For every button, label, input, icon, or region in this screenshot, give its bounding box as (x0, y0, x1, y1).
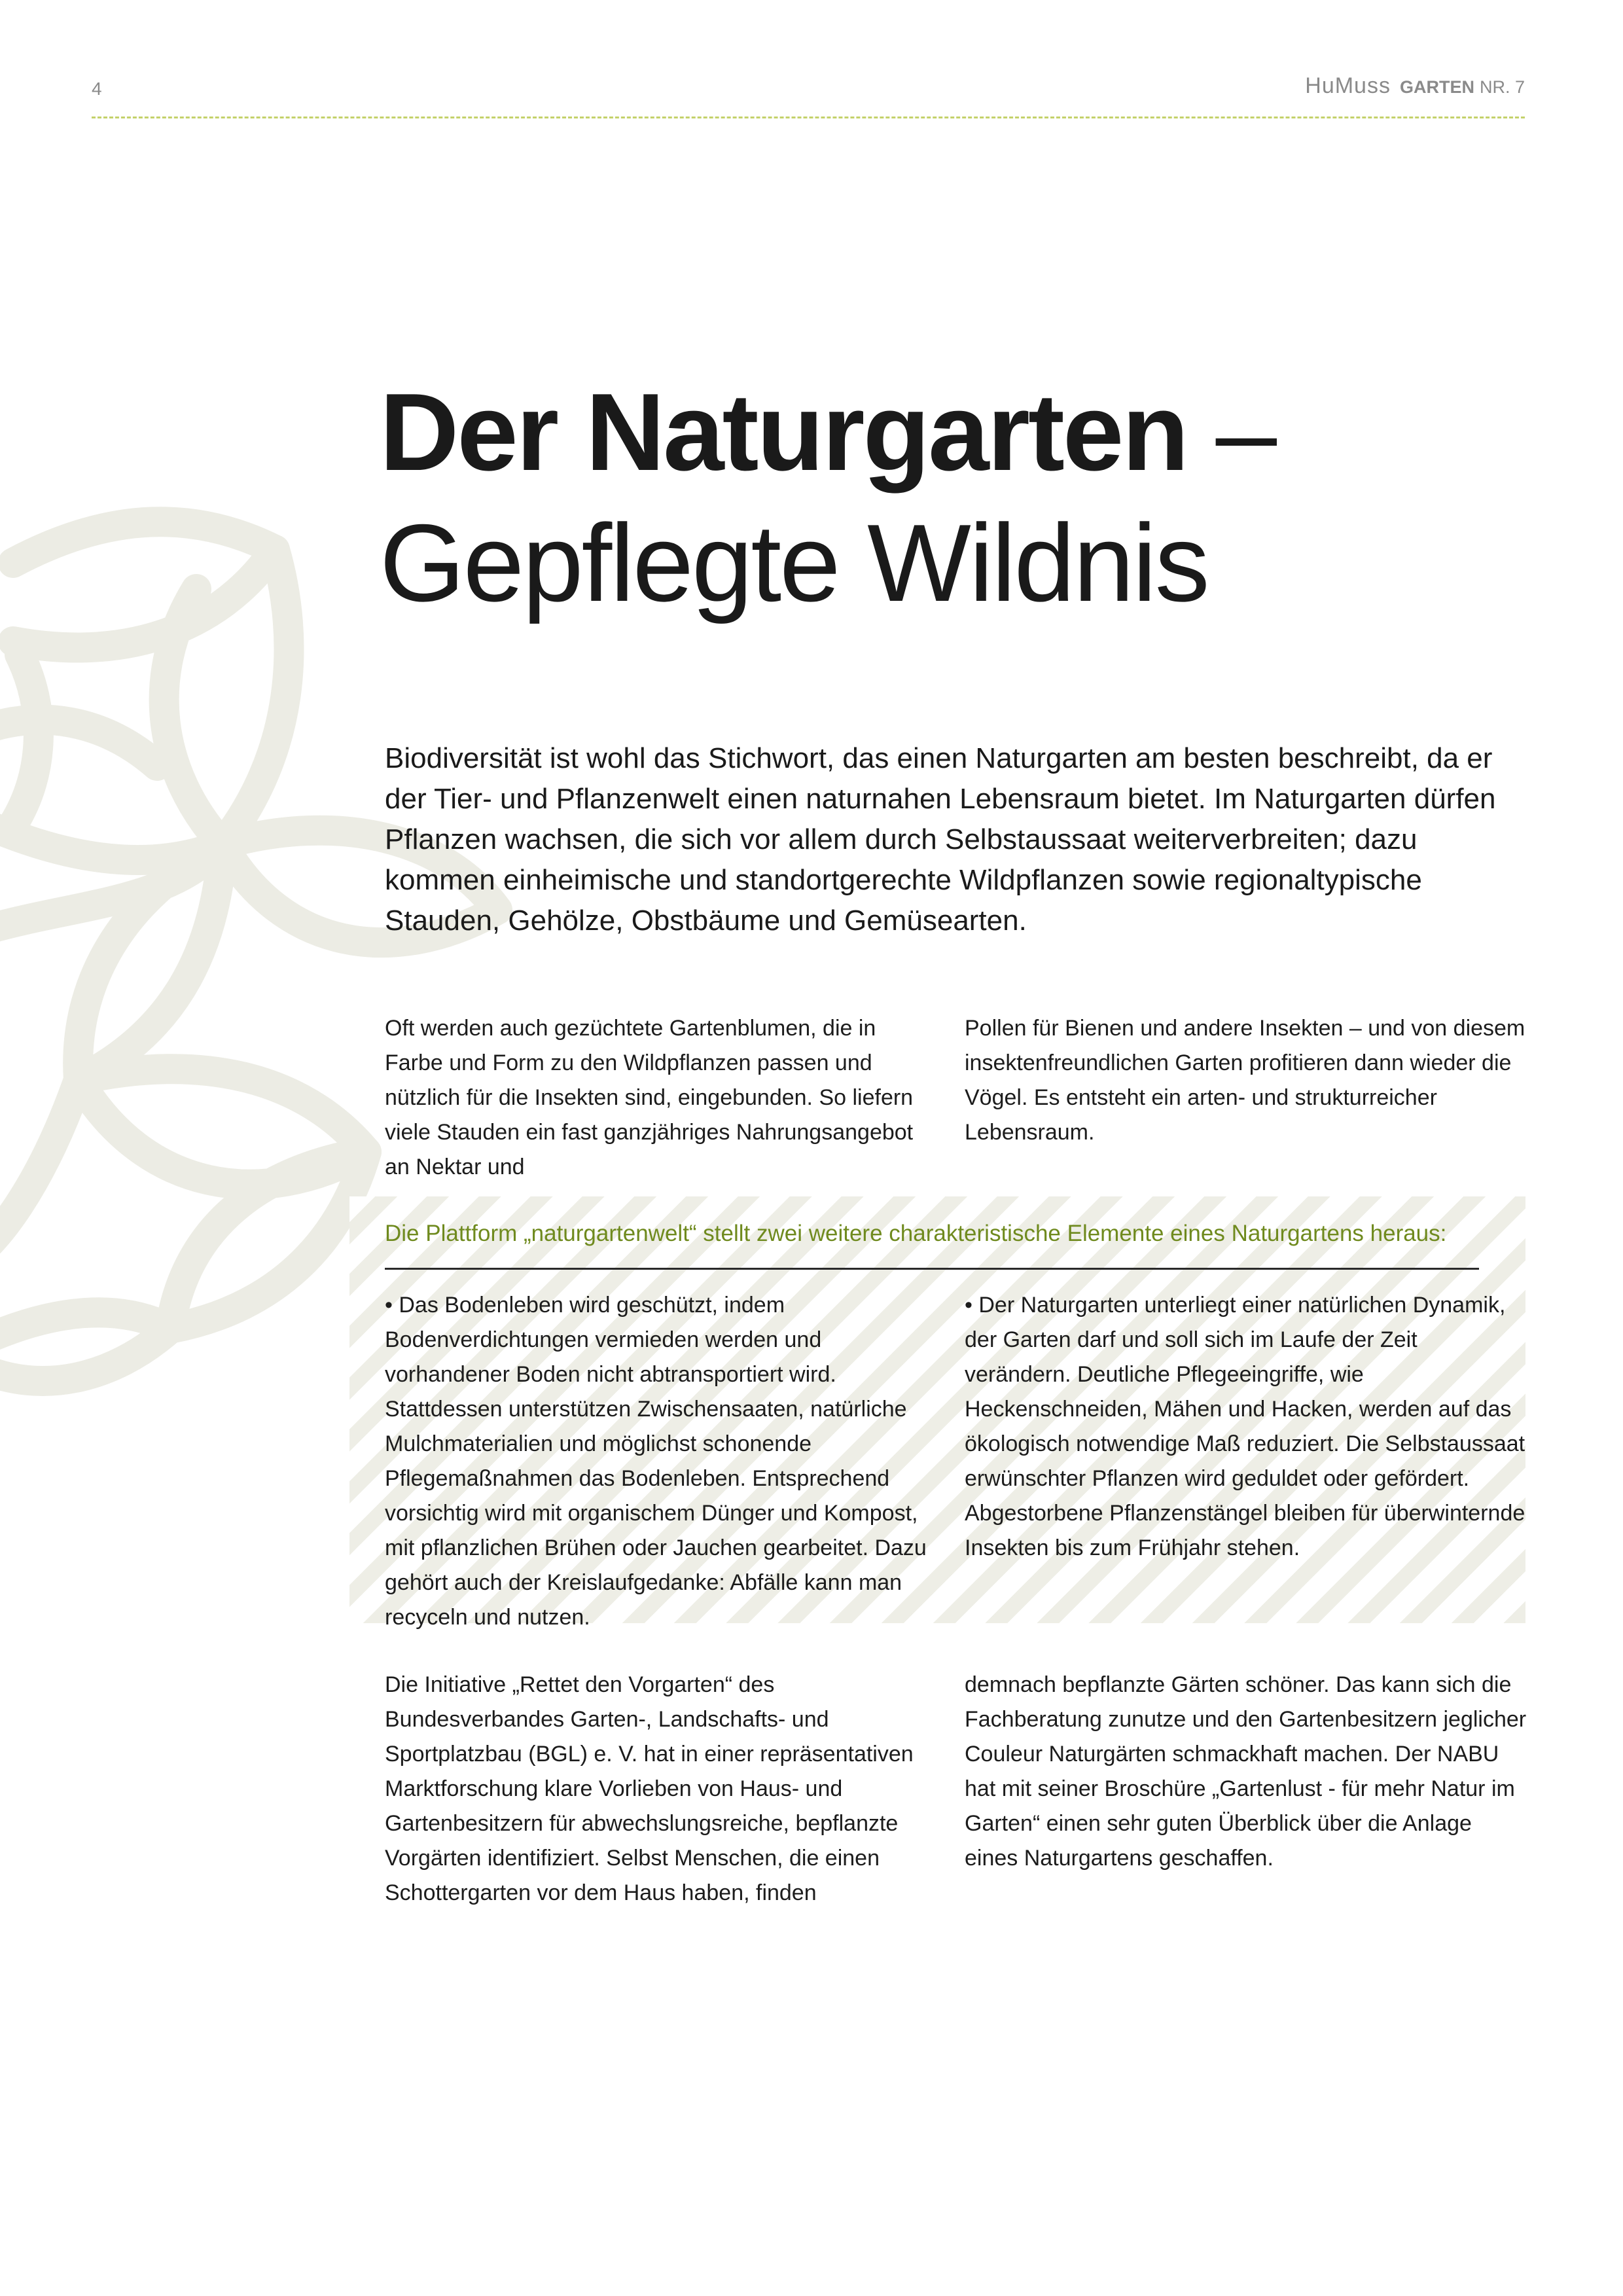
title-line-2: Gepflegte Wildnis (380, 501, 1208, 624)
title-line-1 (380, 367, 1558, 497)
lead-paragraph: Biodiversität ist wohl das Stichwort, das einen Naturgarten am besten beschreibt, da er der Tier- und Pflanzenwelt einen naturnahen Lebensraum bietet. Im Naturgarten dürfen Pflanzen wachsen, die sich vor allem durch Selbstaussaat weiterverbreiten; dazu kommen einheimische und standortgerechte Wildpflanzen sowie regionaltypische Stauden, Gehölze, Obstbäume und Gemüsearten. (385, 742, 1496, 937)
brand-name: HuMuss (1305, 73, 1391, 98)
masthead (1305, 73, 1525, 99)
closing-column-1: Die Initiative „Rettet den Vorgarten“ des Bundesverbandes Garten-, Landschafts- und Sportplatzbau (BGL) e. V. hat in einer repräsentativen Marktforschung klare Vorlieben von Haus- und Gartenbesitzern für abwechslungsreiche, bepflanzte Vorgärten identifiziert. Selbst Menschen, die einen Schottergarten vor dem Haus haben, finden (385, 1672, 914, 1905)
title-dash: – (1186, 370, 1275, 493)
intro-column-2: Pollen für Bienen und andere Insekten – und von diesem insektenfreundlichen Garten profitieren dann wieder die Vögel. Es entsteht ein arten- und strukturreicher Lebensraum. (965, 1016, 1525, 1145)
callout-column-2: • Der Naturgarten unterliegt einer natürlichen Dynamik, der Garten darf und soll sich im Laufe der Zeit verändern. Deutliche Pflegeeingriffe, wie Heckenschneiden, Mähen und Hacken, werden auf das ökologisch notwendige Maß reduziert. Die Selbstaussaat erwünschter Pflanzen wird geduldet oder gefördert. Abgestorbene Pflanzenstängel bleiben für überwinternde Insekten bis zum Frühjahr stehen. (965, 1293, 1525, 1560)
callout-column-1: • Das Bodenleben wird geschützt, indem Bodenverdichtungen vermieden werden und vorhandener Boden nicht abtransportiert wird. Stattdessen unterstützen Zwischensaaten, natürliche Mulchmaterialien und möglichst schonende Pflegemaßnahmen das Bodenleben. Entsprechend vorsichtig wird mit organischem Dünger und Kompost, mit pflanzlichen Brühen oder Jauchen gearbeitet. Dazu gehört auch der Kreislaufgedanke: Abfälle kann man recyceln und nutzen. (385, 1293, 927, 1630)
page-number: 4 (92, 79, 102, 99)
title-bold: Der Naturgarten (380, 370, 1187, 493)
section-name: GARTEN (1399, 77, 1474, 97)
callout-heading: Die Plattform „naturgartenwelt“ stellt zwei weitere charakteristische Elemente eines Naturgartens heraus: (385, 1221, 1447, 1246)
callout-divider (385, 1268, 1479, 1270)
issue-number: NR. 7 (1479, 77, 1525, 97)
intro-column-1: Oft werden auch gezüchtete Gartenblumen, die in Farbe und Form zu den Wildpflanzen passen und nützlich für die Insekten sind, eingebunden. So liefern viele Stauden ein fast ganzjähriges Nahrungsangebot an Nektar und (385, 1016, 914, 1179)
page-title (380, 367, 1558, 628)
closing-column-2: demnach bepflanzte Gärten schöner. Das kann sich die Fachberatung zunutze und den Gartenbesitzern jeglicher Couleur Naturgärten schmackhaft machen. Der NABU hat mit seiner Broschüre „Gartenlust - für mehr Natur im Garten“ einen sehr guten Überblick über die Anlage eines Naturgartens geschaffen. (965, 1672, 1527, 1871)
header-divider (92, 117, 1525, 118)
